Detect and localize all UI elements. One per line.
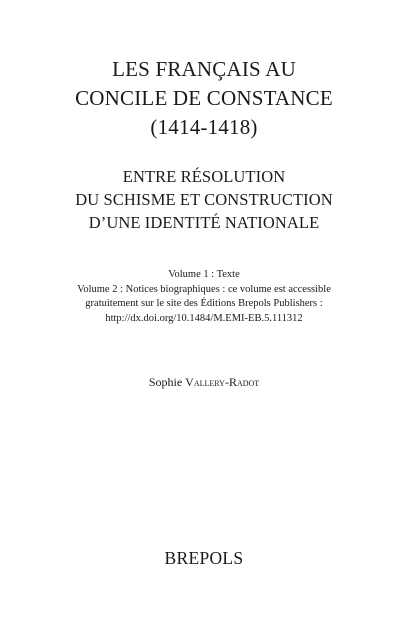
- volume-note-line-2: Volume 2 : Notices biographiques : ce volume est accessible: [77, 283, 331, 295]
- publisher-name: BREPOLS: [164, 548, 244, 568]
- author-last-name: Vallery-Radot: [185, 375, 260, 389]
- volume-note-line-1: Volume 1 : Texte: [168, 269, 240, 280]
- book-title: [0, 55, 408, 142]
- volume-note-line-3: gratuitement sur le site des Éditions Brepols Publishers :: [85, 298, 323, 309]
- book-subtitle-line-2: DU SCHISME ET CONSTRUCTION: [75, 190, 333, 209]
- book-title-line-1: LES FRANÇAIS AU: [112, 57, 296, 81]
- book-subtitle-line-3: D’UNE IDENTITÉ NATIONALE: [88, 213, 320, 232]
- book-subtitle: [0, 165, 408, 234]
- book-title-line-2: CONCILE DE CONSTANCE: [75, 86, 333, 110]
- volume-note-line-4: http://dx.doi.org/10.1484/M.EMI-EB.5.111312: [105, 312, 303, 324]
- book-title-line-3: (1414-1418): [150, 115, 258, 139]
- volume-notes: [0, 268, 408, 326]
- book-subtitle-line-1: ENTRE RÉSOLUTION: [122, 167, 286, 186]
- author-name: [0, 374, 408, 390]
- author-first-name: Sophie: [148, 375, 183, 389]
